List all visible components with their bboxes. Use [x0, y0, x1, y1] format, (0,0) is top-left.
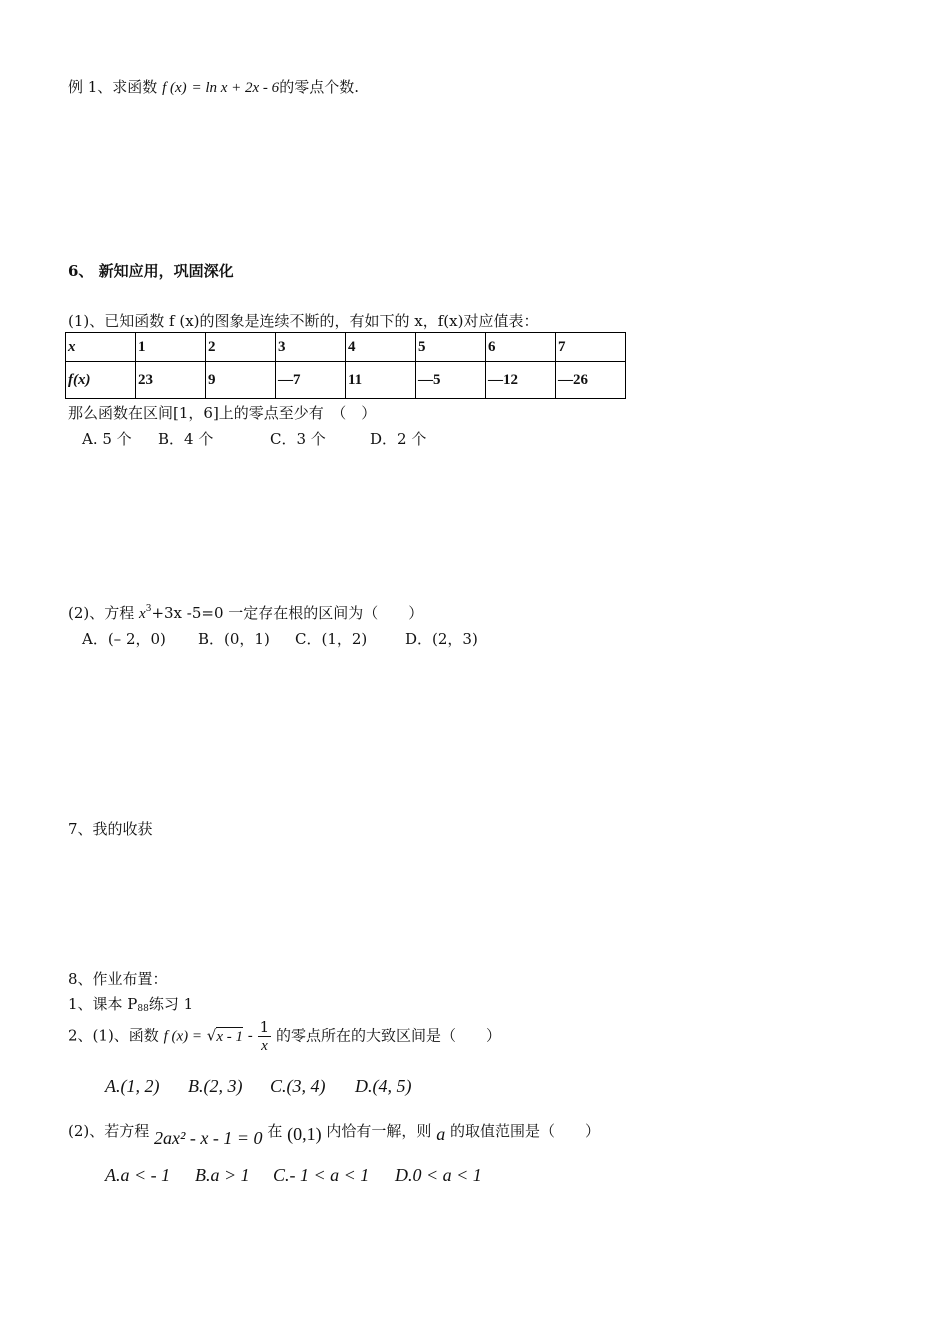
homework-3-suffix: 的取值范围是（ ）	[449, 1122, 600, 1140]
table-cell: 6	[486, 333, 556, 362]
table-cell: 1	[136, 333, 206, 362]
homework-3-var: a	[436, 1124, 446, 1144]
table-cell: f(x)	[66, 362, 136, 399]
homework-3-prefix: (2)、若方程	[68, 1122, 150, 1140]
example-1-suffix: 的零点个数.	[279, 78, 359, 96]
q2-stem-rest: +3x -5=0 一定存在根的区间为（ ）	[151, 604, 424, 622]
table-cell: —12	[486, 362, 556, 399]
q2-stem-x: x	[139, 606, 146, 622]
homework-3-option-d: D.0 < a < 1	[395, 1165, 482, 1185]
homework-3-equation: 2ax² - x - 1 = 0	[154, 1128, 263, 1148]
table-cell: 4	[346, 333, 416, 362]
homework-2-suffix: 的零点所在的大致区间是（ ）	[275, 1026, 501, 1045]
homework-3-option-c: C.- 1 < a < 1	[273, 1165, 370, 1185]
example-1-line	[68, 76, 359, 97]
homework-2-minus: -	[247, 1026, 253, 1045]
q2-stem-exponent: 3	[145, 604, 152, 614]
homework-3-option-a: A.a < - 1	[105, 1165, 171, 1185]
homework-3-interval: (0,1)	[287, 1124, 322, 1144]
example-1-prefix: 例 1、求函数	[68, 78, 158, 96]
section-8-title: 8、作业布置：	[68, 970, 168, 988]
table-cell: 2	[206, 333, 276, 362]
table-cell: —26	[556, 362, 626, 399]
homework-1	[68, 993, 193, 1014]
table-cell: 23	[136, 362, 206, 399]
section-6-title: 6、 新知应用，巩固深化	[68, 262, 234, 280]
table-cell: 11	[346, 362, 416, 399]
table-cell: 9	[206, 362, 276, 399]
fraction-numerator: 1	[259, 1018, 270, 1036]
homework-3-mid2: 内恰有一解，则	[326, 1122, 432, 1140]
homework-1-page: 88	[137, 1004, 149, 1014]
table-cell: 3	[276, 333, 346, 362]
section-7-title: 7、我的收获	[68, 820, 153, 838]
q1-option-d: D．2 个	[370, 430, 427, 448]
homework-2-option-a: A.(1, 2)	[105, 1076, 160, 1096]
q1-option-b: B．4 个	[158, 430, 214, 448]
example-1-formula: = ln x + 2x - 6	[191, 80, 280, 96]
homework-1-suffix: 练习 1	[148, 995, 194, 1013]
table-row	[66, 362, 626, 399]
sqrt-symbol-icon: √	[206, 1026, 217, 1045]
homework-2-fraction	[258, 1018, 272, 1055]
table-cell: 7	[556, 333, 626, 362]
value-table	[65, 332, 626, 399]
q2-stem-prefix: (2)、方程	[68, 604, 135, 622]
q2-option-b: B．(0，1)	[198, 630, 270, 648]
homework-2-option-b: B.(2, 3)	[188, 1076, 243, 1096]
homework-2-option-c: C.(3, 4)	[270, 1076, 326, 1096]
table-cell: —5	[416, 362, 486, 399]
table-row	[66, 333, 626, 362]
fraction-denominator: x	[261, 1038, 268, 1054]
q2-option-c: C．(1，2)	[295, 630, 368, 648]
homework-3	[68, 1120, 600, 1148]
example-1-fx: f (x)	[162, 80, 187, 96]
homework-3-mid1: 在	[267, 1122, 283, 1140]
q2-option-a: A．(– 2，0)	[82, 630, 166, 648]
q1-question: 那么函数在区间[1，6]上的零点至少有 （ ）	[68, 404, 377, 422]
q1-option-a: A. 5 个	[82, 430, 132, 448]
table-cell: —7	[276, 362, 346, 399]
homework-2-radicand: x - 1	[216, 1028, 244, 1045]
table-cell: 5	[416, 333, 486, 362]
q1-option-c: C．3 个	[270, 430, 326, 448]
q2-stem	[68, 602, 423, 623]
q2-option-d: D．(2，3)	[405, 630, 478, 648]
homework-2-prefix: 2、(1)、函数	[68, 1026, 159, 1045]
homework-3-option-b: B.a > 1	[195, 1165, 250, 1185]
homework-2-fx: f (x) =	[163, 1028, 203, 1045]
table-cell: x	[66, 333, 136, 362]
homework-2-option-d: D.(4, 5)	[355, 1076, 412, 1096]
q1-intro: (1)、已知函数 f (x)的图象是连续不断的，有如下的 x，f(x)对应值表：	[68, 312, 539, 330]
homework-1-prefix: 1、课本 P	[68, 995, 138, 1013]
homework-2	[68, 1018, 501, 1055]
